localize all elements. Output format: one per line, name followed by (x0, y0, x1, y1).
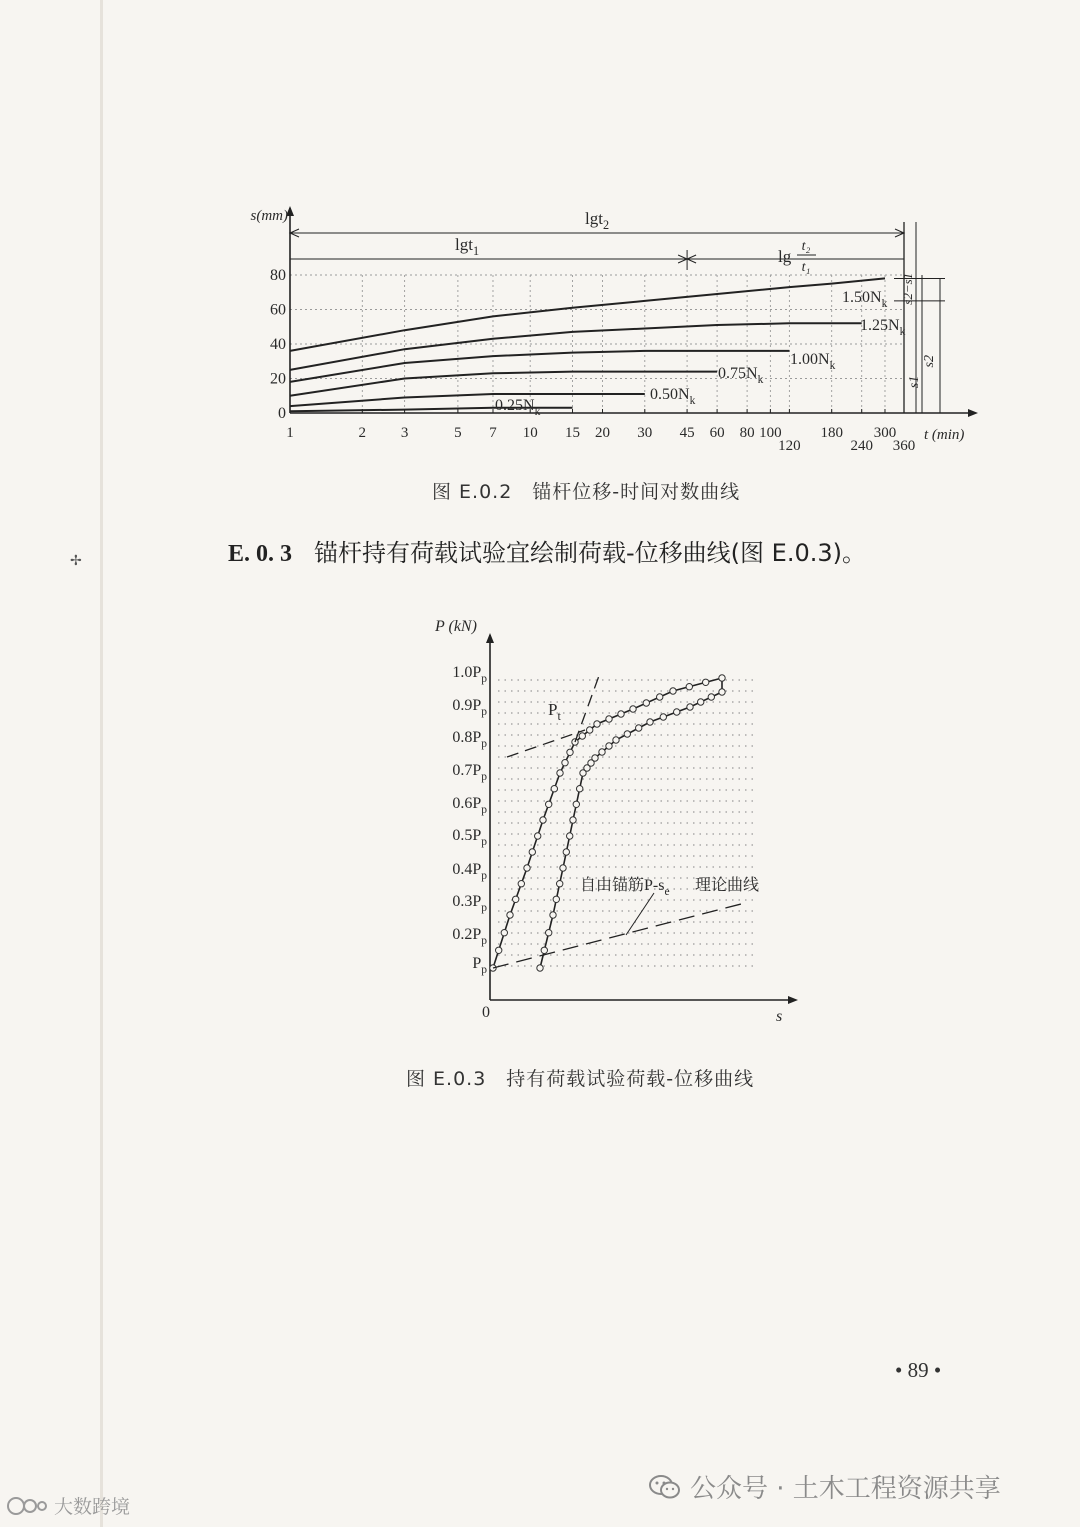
data-point-marker (670, 688, 676, 694)
watermark-text: 公众号 · 土木工程资源共享 (690, 1474, 1001, 1504)
data-point-marker (698, 699, 704, 705)
data-point-marker (719, 689, 725, 695)
data-point-marker (551, 786, 557, 792)
y-tick-label: $0.4P_p$ (452, 861, 487, 882)
data-point-marker (550, 912, 556, 918)
x-tick-label: 20 (594, 425, 610, 441)
data-point-marker (594, 721, 600, 727)
wechat-icon (648, 1473, 682, 1501)
x-tick-label: 240 (850, 438, 873, 454)
data-point-marker (518, 881, 524, 887)
data-point-marker (560, 865, 566, 871)
data-point-marker (540, 817, 546, 823)
x-tick-label: 120 (778, 438, 801, 454)
data-point-marker (719, 675, 725, 681)
x-tick-label: 30 (637, 425, 653, 441)
free-tendon-theory-line (493, 903, 745, 968)
y-tick-label: 40 (270, 336, 286, 353)
data-point-marker (613, 737, 619, 743)
data-point-marker (557, 881, 563, 887)
ratio-num: t₂ (801, 239, 811, 254)
x-tick-label: 100 (759, 425, 782, 441)
dim-label-s2: s2 (922, 355, 937, 368)
data-point-marker (496, 947, 502, 953)
span-lgt1-label: lgt$_1$ (455, 235, 480, 259)
data-point-marker (687, 704, 693, 710)
data-point-marker (562, 760, 568, 766)
data-point-marker (579, 733, 585, 739)
data-point-marker (573, 801, 579, 807)
data-point-marker (535, 833, 541, 839)
x-axis-arrow (788, 996, 798, 1004)
y-tick-label: $1.0P_p$ (452, 664, 487, 685)
data-point-marker (529, 849, 535, 855)
data-point-marker (674, 709, 680, 715)
y-tick-label: 0 (278, 405, 286, 422)
data-point-marker (546, 801, 552, 807)
data-point-marker (636, 725, 642, 731)
data-point-marker (618, 711, 624, 717)
x-tick-label: 3 (400, 425, 409, 441)
figure-caption-e02: 图 E.0.2 锚杆位移-时间对数曲线 (432, 481, 741, 503)
y-tick-label: $0.3P_p$ (452, 893, 487, 914)
data-point-marker (647, 719, 653, 725)
y-tick-label: 20 (270, 370, 286, 388)
watermark-left (6, 1492, 130, 1519)
y-axis-arrow (486, 633, 494, 643)
data-point-marker (703, 679, 709, 685)
section-text: 锚杆持有荷载试验宜绘制荷载-位移曲线(图 E.0.3)。 (314, 539, 866, 567)
chart-axes (486, 633, 798, 1004)
data-point-marker (570, 817, 576, 823)
y-axis-label: P (kN) (435, 618, 477, 635)
x-tick-label: 60 (709, 425, 725, 441)
ratio-den: t₁ (801, 260, 811, 275)
x-tick-label: 180 (820, 425, 843, 441)
y-tick-label: $0.7P_p$ (452, 762, 487, 783)
data-point-marker (567, 749, 573, 755)
x-tick-label: 15 (564, 425, 580, 441)
series-label: $1.00N_k$ (790, 351, 836, 372)
x-tick-label: 300 (873, 425, 897, 441)
x-tick-label: 10 (522, 425, 538, 441)
data-point-marker (606, 743, 612, 749)
span-ratio-label: lg (778, 247, 792, 266)
annotation-leader (626, 893, 654, 935)
series-label: $0.50N_k$ (650, 386, 696, 407)
dim-label-s2-s1: s2−s1 (900, 272, 915, 305)
y-tick-label: $P_p$ (472, 955, 487, 976)
chart-series (490, 673, 745, 971)
brand-icon (6, 1494, 50, 1518)
data-point-marker (592, 755, 598, 761)
page-number: • 89 • (895, 1358, 942, 1382)
data-point-marker (563, 849, 569, 855)
data-point-marker (524, 865, 530, 871)
figure-caption-e03: 图 E.0.3 持有荷载试验荷载-位移曲线 (406, 1068, 755, 1090)
x-tick-label: 360 (892, 438, 916, 454)
y-tick-label: $0.6P_p$ (452, 795, 487, 816)
data-point-marker (643, 700, 649, 706)
pt-label: $P_t$ (548, 700, 561, 724)
x-tick-label: 80 (739, 425, 755, 441)
series-label: $0.75N_k$ (718, 365, 764, 386)
data-point-marker (577, 786, 583, 792)
watermark-text: 大数跨境 (54, 1496, 131, 1518)
chart-text (434, 618, 782, 1025)
span-lgt2-label: lgt$_2$ (585, 209, 610, 233)
annotation-text-tail: 理论曲线 (695, 877, 760, 894)
section-number: E. 0. 3 (228, 541, 293, 567)
series-label: $1.25N_k$ (860, 317, 906, 338)
x-tick-label: 2 (358, 425, 367, 441)
data-point-marker (546, 930, 552, 936)
data-point-marker (567, 833, 573, 839)
annotation-text: 自由锚筋$P-s_e$ (580, 877, 670, 898)
x-tick-label: 1 (286, 425, 294, 441)
origin-label: 0 (482, 1004, 490, 1021)
data-point-marker (501, 930, 507, 936)
x-axis-label: s (776, 1008, 783, 1025)
series-label: $1.50N_k$ (842, 289, 888, 310)
data-point-marker (686, 684, 692, 690)
y-tick-label: $0.9P_p$ (452, 697, 487, 718)
y-tick-label: $0.5P_p$ (452, 827, 487, 848)
data-point-marker (624, 731, 630, 737)
x-tick-label: 5 (454, 425, 462, 441)
dim-label-s1: s1 (907, 375, 922, 389)
data-point-marker (541, 947, 547, 953)
chart-grid (498, 680, 758, 966)
data-point-marker (553, 896, 559, 902)
y-axis-label: s(mm) (250, 208, 288, 224)
data-point-marker (507, 912, 513, 918)
x-tick-label: 7 (489, 425, 497, 441)
margin-mark: ✢ (70, 553, 82, 569)
y-tick-label: 60 (270, 301, 286, 319)
data-point-marker (513, 896, 519, 902)
data-point-marker (606, 716, 612, 722)
data-point-marker (708, 694, 714, 700)
data-point-marker (599, 749, 605, 755)
data-point-marker (660, 714, 666, 720)
watermark-right (648, 1468, 1001, 1505)
y-tick-label: $0.2P_p$ (452, 926, 487, 947)
data-point-marker (657, 694, 663, 700)
y-tick-label: $0.8P_p$ (452, 729, 487, 750)
data-point-marker (557, 770, 563, 776)
x-axis-label: t (min) (924, 427, 965, 443)
data-point-marker (630, 706, 636, 712)
series-label: $0.25N_k$ (495, 397, 541, 418)
y-tick-label: 80 (270, 267, 286, 284)
data-point-marker (537, 965, 543, 971)
data-point-marker (587, 727, 593, 733)
x-tick-label: 45 (679, 425, 695, 441)
